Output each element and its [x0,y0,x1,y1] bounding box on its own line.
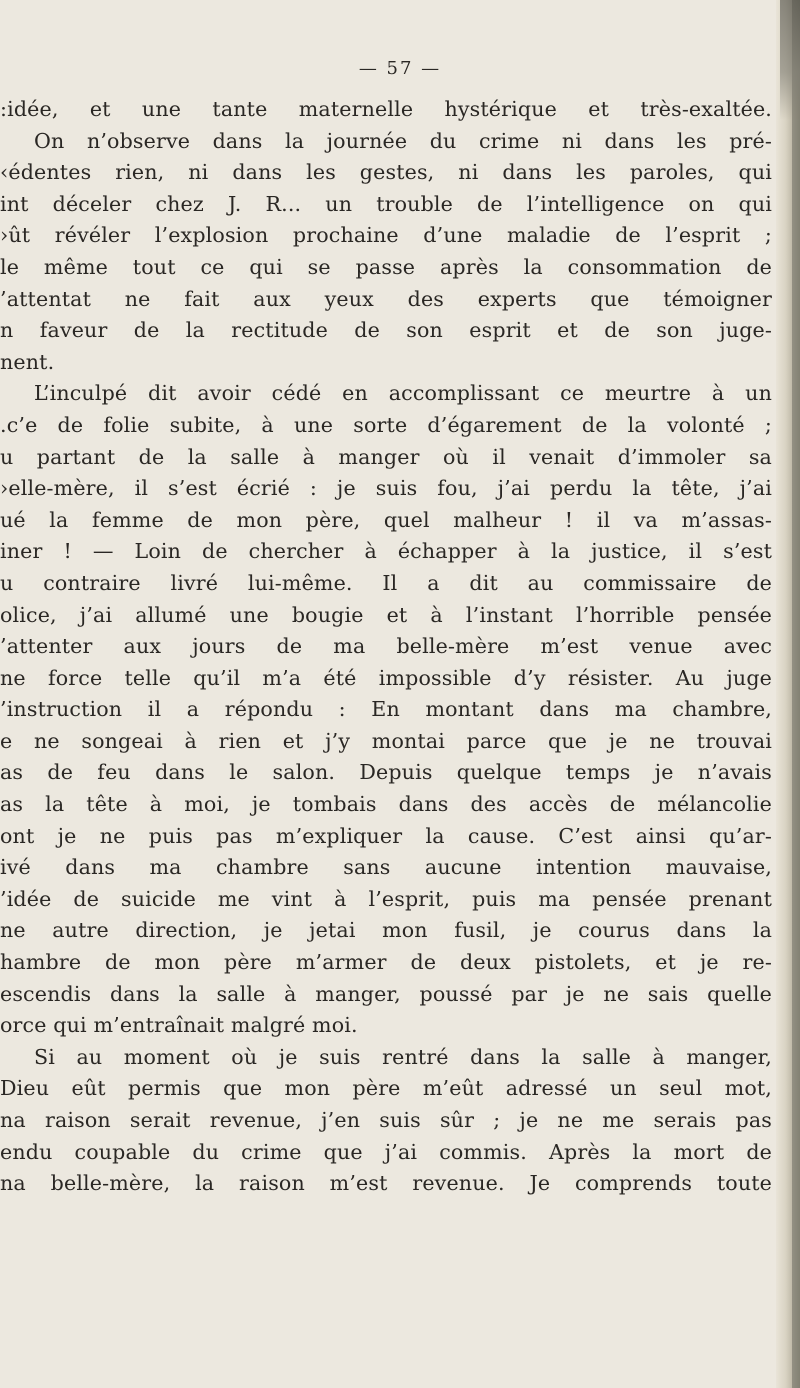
text-line: ’attentat ne fait aux yeux des experts que témoigner [0,286,772,311]
text-line: escendis dans la salle à manger, poussé par je ne sais quelle [0,981,772,1006]
text-line: hambre de mon père m’armer de deux pistolets, et je re- [0,950,772,975]
text-line: ne autre direction, je jetai mon fusil, je courus dans la [0,918,772,943]
body-text [0,94,772,1200]
text-line: Dieu eût permis que mon père m’eût adressé un seul mot, [0,1076,772,1101]
text-line: iner ! — Loin de chercher à échapper à la justice, il s’est [0,539,772,564]
text-line: endu coupable du crime que j’ai commis. Après la mort de [0,1139,772,1164]
text-line: ont je ne puis pas m’expliquer la cause. C’est ainsi qu’ar- [0,823,772,848]
text-line: ›elle-mère, il s’est écrié : je suis fou, j’ai perdu la tête, j’ai [0,476,772,501]
text-line: orce qui m’entraînait malgré moi. [0,1013,358,1038]
text-line: ne force telle qu’il m’a été impossible d’y résister. Au juge [0,665,772,690]
page-binding-shadow [792,0,800,1388]
text-line: le même tout ce qui se passe après la consommation de [0,254,772,279]
text-line: L’inculpé dit avoir cédé en accomplissant ce meurtre à un [34,381,772,406]
text-line: ›ût révéler l’explosion prochaine d’une maladie de l’esprit ; [0,223,772,248]
text-line: ivé dans ma chambre sans aucune intention mauvaise, [0,855,772,880]
text-line: n faveur de la rectitude de son esprit et de son juge- [0,318,772,343]
text-line: .c’e de folie subite, à une sorte d’égarement de la volonté ; [0,412,772,437]
text-line: as la tête à moi, je tombais dans des accès de mélancolie [0,792,772,817]
text-line: On n’observe dans la journée du crime ni dans les pré- [34,128,772,153]
text-line: Si au moment où je suis rentré dans la salle à manger, [34,1044,772,1069]
text-line: u contraire livré lui-même. Il a dit au commissaire de [0,570,772,595]
page-number: — 57 — [358,58,442,79]
text-line: e ne songeai à rien et j’y montai parce que je ne trouvai [0,728,772,753]
text-line: ’attenter aux jours de ma belle-mère m’est venue avec [0,634,772,659]
text-line: u partant de la salle à manger où il venait d’immoler sa [0,444,772,469]
text-line: na belle-mère, la raison m’est revenue. Je comprends toute [0,1171,772,1196]
text-line: olice, j’ai allumé une bougie et à l’instant l’horrible pensée [0,602,772,627]
text-line: ‹édentes rien, ni dans les gestes, ni dans les paroles, qui [0,160,772,185]
text-line: ué la femme de mon père, quel malheur ! il va m’assas- [0,507,772,532]
text-line: ’idée de suicide me vint à l’esprit, puis ma pensée prenant [0,886,772,911]
text-line: as de feu dans le salon. Depuis quelque temps je n’avais [0,760,772,785]
text-line: :idée, et une tante maternelle hystérique et très-exaltée. [0,97,772,121]
text-line: na raison serait revenue, j’en suis sûr ; je ne me serais pas [0,1108,772,1132]
text-line: nent. [0,349,55,374]
text-line: int déceler chez J. R... un trouble de l’intelligence on qui [0,191,772,216]
text-line: ’instruction il a répondu : En montant dans ma chambre, [0,697,772,722]
